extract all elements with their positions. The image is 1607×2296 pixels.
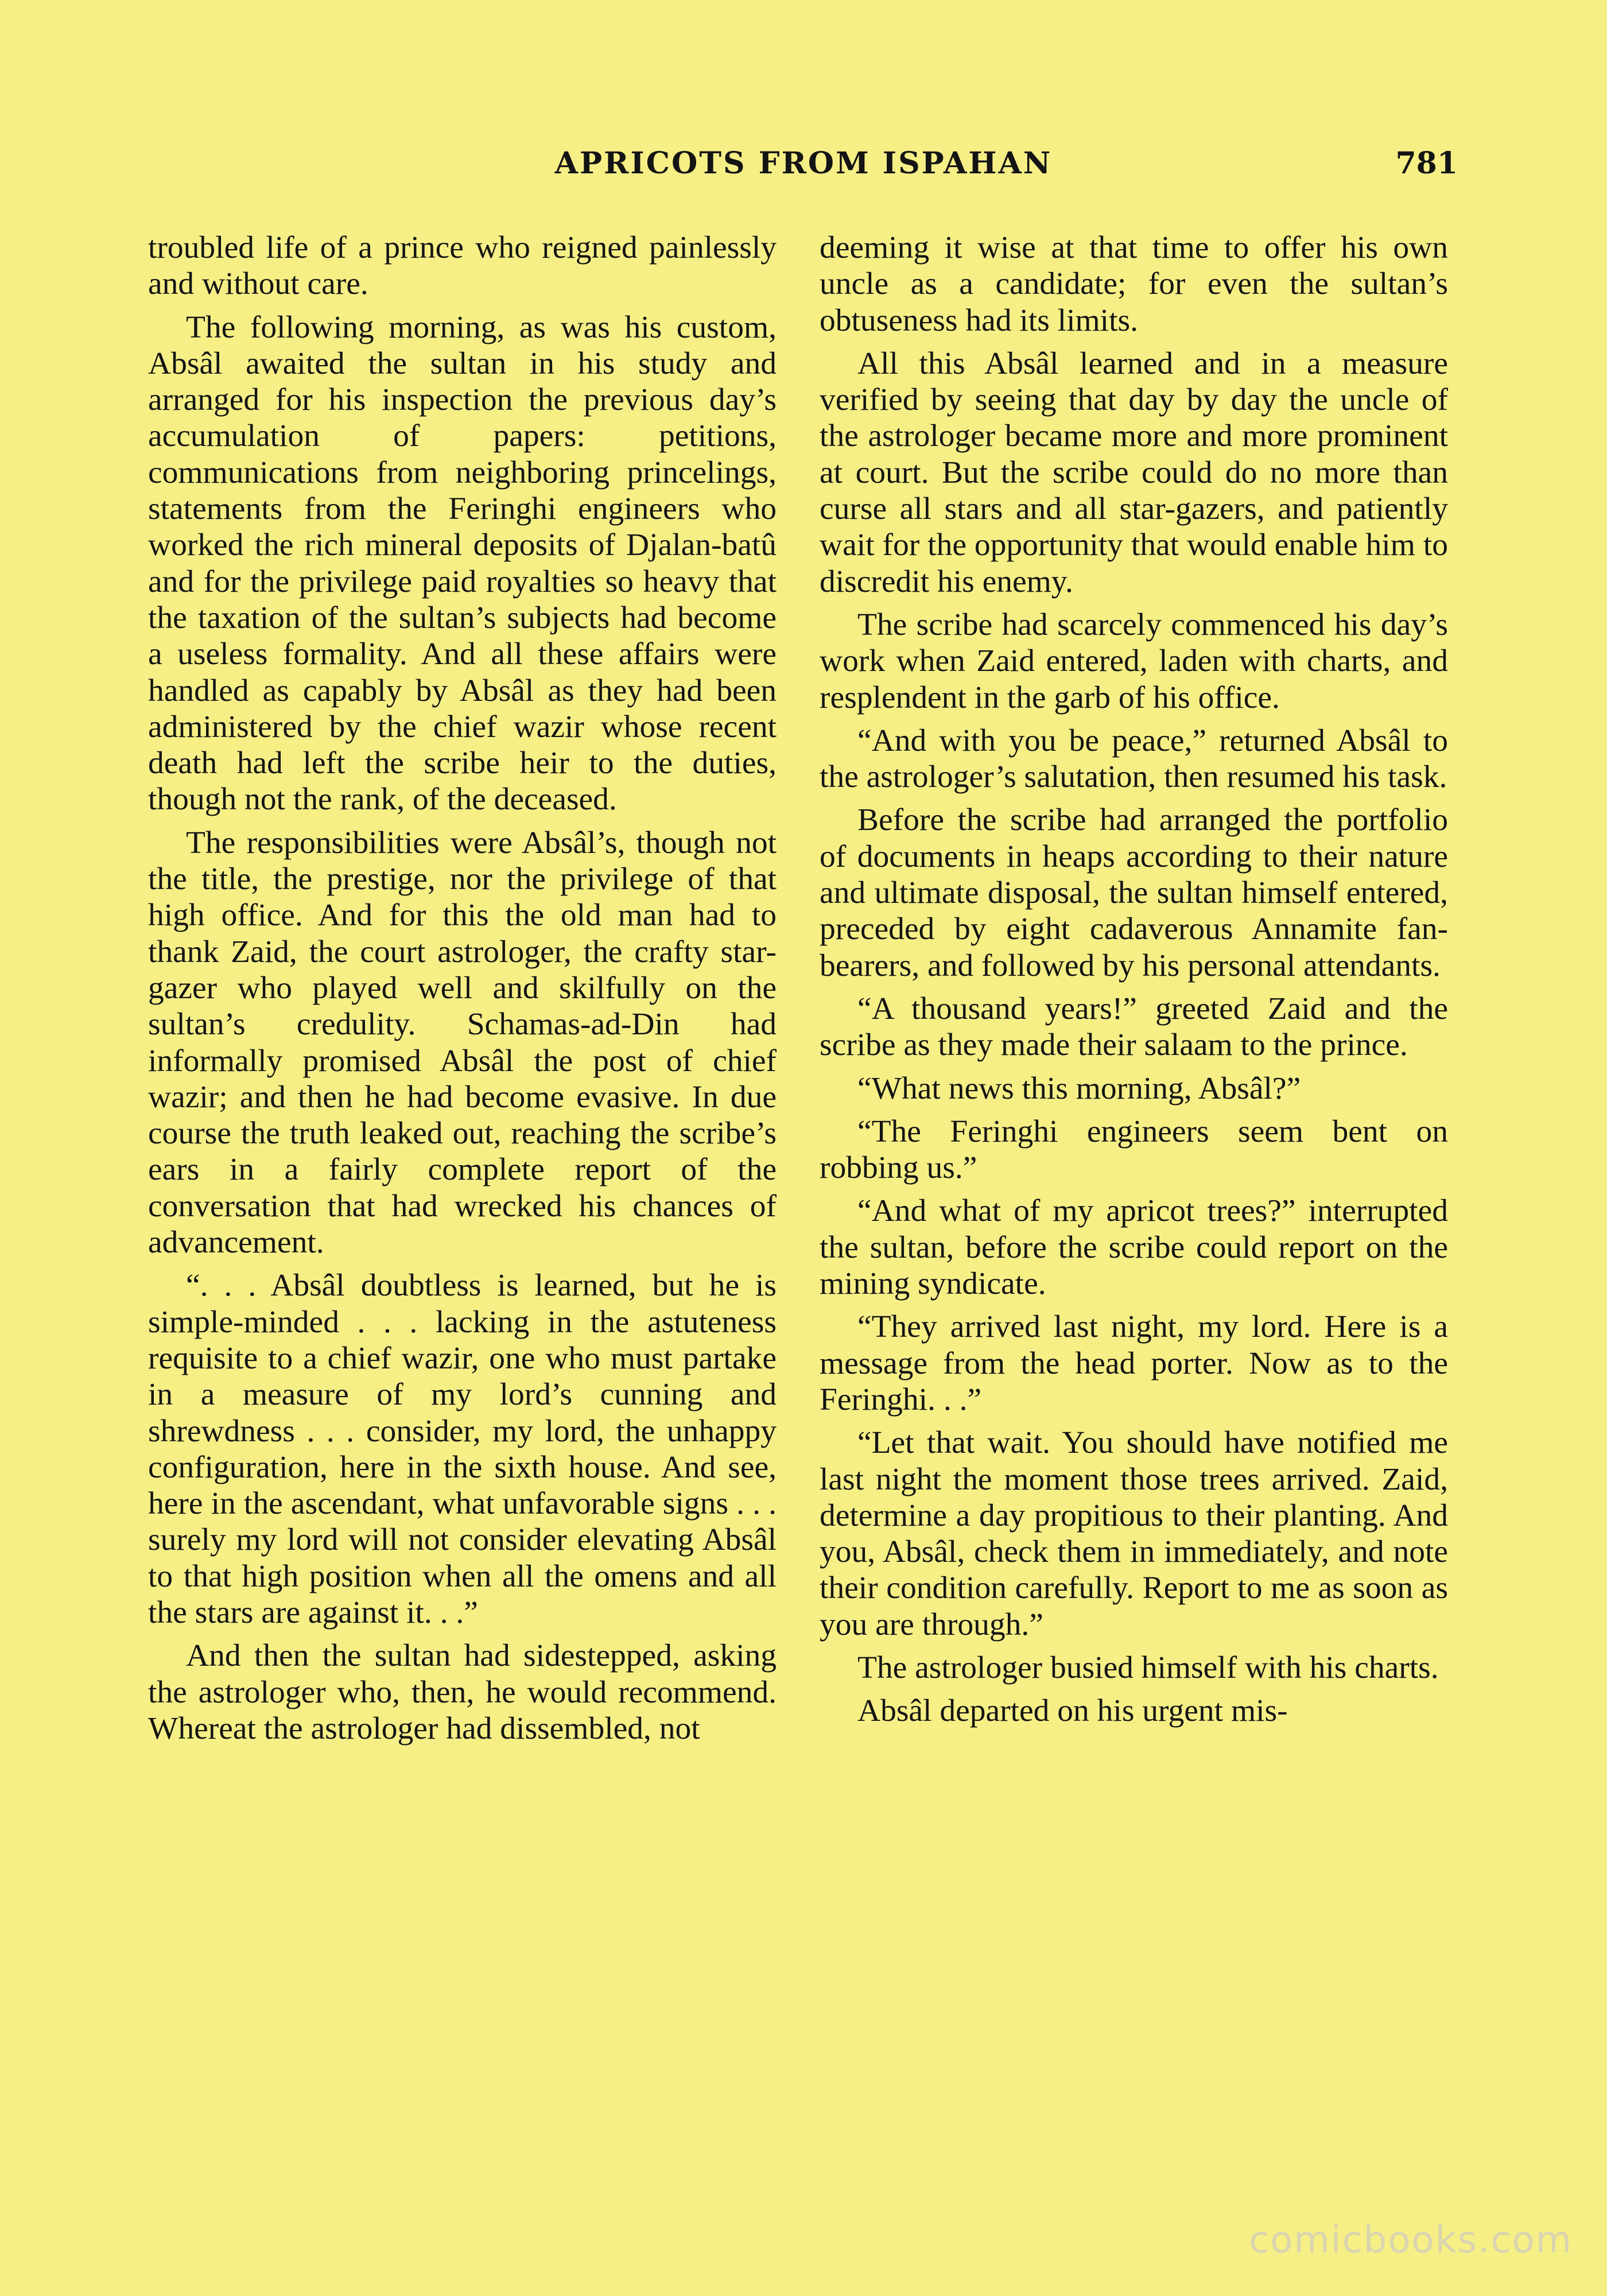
paragraph: “What news this morning, Absâl?” <box>857 1071 1301 1106</box>
paragraph: The responsibilities were Absâl’s, though not the title, the prestige, nor the privilege of that high office. And for this the old man had to thank Zaid, the court astrologer, the crafty star-gazer who played well and skilfully on the sultan’s credulity. Schamas-ad-Din had informally promised Absâl the post of chief wazir; and then he had become evasive. In due course the truth leaked out, reaching the scribe’s ears in a fairly complete report of the conversation that had wrecked his chances of advancement. <box>148 825 777 1261</box>
paragraph: Before the scribe had arranged the portfolio of documents in heaps according to their nature and ultimate disposal, the sultan himself entered, preceded by eight cadaverous Annamite fan-bearers, and followed by his personal attendants. <box>820 802 1448 983</box>
running-title: APRICOTS FROM ISPAHAN <box>554 146 1053 181</box>
paragraph: “They arrived last night, my lord. Here is a message from the head porter. Now as to the Feringhi. . .” <box>820 1309 1448 1417</box>
paragraph: The astrologer busied himself with his charts. <box>857 1650 1439 1685</box>
paragraph: “A thousand years!” greeted Zaid and the scribe as they made their salaam to the prince. <box>820 991 1448 1063</box>
paragraph: The scribe had scarcely commenced his day’s work when Zaid entered, laden with charts, and resplendent in the garb of his office. <box>820 607 1448 715</box>
page-number: 781 <box>1395 146 1458 181</box>
page-header <box>149 144 1458 189</box>
paragraph: “The Feringhi engineers seem bent on robbing us.” <box>820 1114 1448 1186</box>
paragraph: “And what of my apricot trees?” interrupted the sultan, before the scribe could report on the mining syndicate. <box>820 1193 1448 1302</box>
paragraph: “. . . Absâl doubtless is learned, but he is simple-minded . . . lacking in the astuteness requisite to a chief wazir, one who must partake in a measure of my lord’s cunning and shrewdness . . . consider, my lord, the unhappy configuration, here in the sixth house. And see, here in the ascendant, what unfavorable signs . . . surely my lord will not consider elevating Absâl to that high position when all the omens and all the stars are against it. . .” <box>148 1268 777 1630</box>
paragraph: Absâl departed on his urgent mis- <box>857 1693 1288 1729</box>
left-column <box>148 230 777 1747</box>
paragraph: The following morning, as was his custom, Absâl awaited the sultan in his study and arranged for his inspection the previous day’s accumulation of papers: petitions, communications from neighboring princelings, statements from the Feringhi engineers who worked the rich mineral deposits of Djalan-batû and for the privilege paid royalties so heavy that the taxation of the sultan’s subjects had become a useless formality. And all these affairs were handled as capably by Absâl as they had been administered by the chief wazir whose recent death had left the scribe heir to the duties, though not the rank, of the deceased. <box>148 309 777 817</box>
paragraph: deeming it wise at that time to offer his own uncle as a candidate; for even the sultan’s obtuseness had its limits. <box>820 230 1448 338</box>
watermark: comicbooks.com <box>1248 2219 1573 2262</box>
paragraph: “And with you be peace,” returned Absâl to the astrologer’s salutation, then resumed his task. <box>820 723 1448 795</box>
paragraph: “Let that wait. You should have notified me last night the moment those trees arrived. Zaid, determine a day propitious to their planting. And you, Absâl, check them in immediately, and note their condition carefully. Report to me as soon as you are through.” <box>820 1425 1448 1642</box>
paragraph: troubled life of a prince who reigned painlessly and without care. <box>148 230 777 302</box>
paragraph: All this Absâl learned and in a measure verified by seeing that day by day the uncle of the astrologer became more and more prominent at court. But the scribe could do no more than curse all stars and all star-gazers, and patiently wait for the opportunity that would enable him to discredit his enemy. <box>820 346 1448 599</box>
paragraph: And then the sultan had sidestepped, asking the astrologer who, then, he would recommend. Whereat the astrologer had dissembled, not <box>148 1638 777 1746</box>
right-column <box>820 230 1448 1729</box>
